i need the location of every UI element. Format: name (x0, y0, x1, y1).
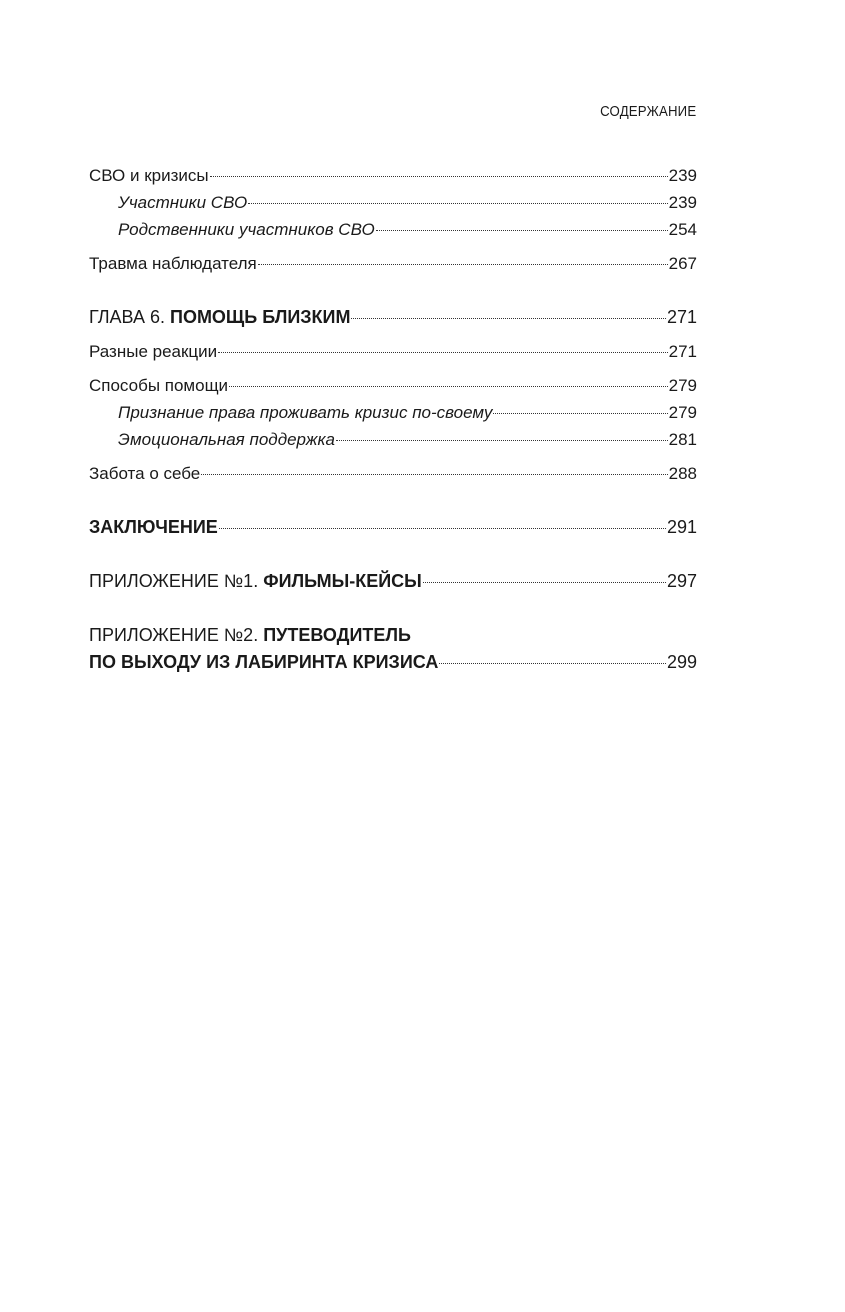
toc-appendix-1[interactable] (89, 568, 697, 595)
toc-conclusion[interactable] (89, 514, 697, 541)
toc-entry-ways-to-help[interactable] (89, 372, 697, 399)
running-header: СОДЕРЖАНИЕ (599, 103, 696, 120)
toc-page-number: 299 (666, 652, 697, 672)
dot-leader (229, 386, 668, 387)
dot-leader (218, 352, 667, 353)
appendix-title-line2: ПО ВЫХОДУ ИЗ ЛАБИРИНТА КРИЗИСА (89, 652, 439, 672)
toc-chapter-6[interactable] (89, 304, 697, 331)
toc-chapter-heading (89, 304, 350, 331)
dot-leader (210, 176, 668, 177)
toc-page-number: 291 (666, 517, 697, 537)
dot-leader (376, 230, 668, 231)
appendix-prefix: ПРИЛОЖЕНИЕ №2. (89, 625, 259, 645)
toc-page-number: 239 (668, 193, 697, 212)
toc-appendix-2-heading[interactable] (89, 622, 697, 649)
toc-page-number: 271 (666, 307, 697, 327)
toc-subentry-emotional-support[interactable] (89, 426, 697, 453)
dot-leader (493, 413, 667, 414)
toc-page-number: 281 (668, 430, 697, 449)
dot-leader (423, 582, 666, 583)
dot-leader (248, 203, 667, 204)
dot-leader (258, 264, 668, 265)
toc-page-number: 267 (668, 254, 697, 273)
toc-subentry-participants-relatives[interactable] (89, 216, 697, 243)
toc-entry-svo-crises[interactable] (89, 162, 697, 189)
toc-entry-title: Родственники участников СВО (118, 220, 375, 239)
toc-page-number: 239 (668, 166, 697, 185)
toc-page-number: 279 (668, 403, 697, 422)
toc-appendix-2[interactable] (89, 649, 697, 676)
toc-entry-title: Забота о себе (89, 464, 201, 483)
toc-entry-self-care[interactable] (89, 460, 697, 487)
dot-leader (439, 663, 666, 664)
toc-subentry-right-to-live-crisis[interactable] (89, 399, 697, 426)
chapter-title: ПОМОЩЬ БЛИЗКИМ (170, 307, 351, 327)
dot-leader (351, 318, 665, 319)
dot-leader (219, 528, 666, 529)
toc-entry-title: Участники СВО (118, 193, 248, 212)
toc-entry-title: Травма наблюдателя (89, 254, 257, 273)
toc-entry-title: СВО и кризисы (89, 166, 209, 185)
dot-leader (336, 440, 668, 441)
toc-entry-different-reactions[interactable] (89, 338, 697, 365)
toc-page-number: 254 (668, 220, 697, 239)
chapter-prefix: ГЛАВА 6. (89, 307, 165, 327)
toc-page-number: 271 (668, 342, 697, 361)
toc-entry-title: Способы помощи (89, 376, 229, 395)
appendix-prefix: ПРИЛОЖЕНИЕ №1. (89, 571, 259, 591)
dot-leader (201, 474, 667, 475)
toc-entry-observer-trauma[interactable] (89, 250, 697, 277)
appendix-title: ФИЛЬМЫ-КЕЙСЫ (263, 571, 422, 591)
chapter-title: ЗАКЛЮЧЕНИЕ (89, 517, 218, 537)
toc-page-number: 279 (668, 376, 697, 395)
toc-entry-title: Эмоциональная поддержка (118, 430, 335, 449)
appendix-title-line1: ПУТЕВОДИТЕЛЬ (263, 625, 411, 645)
toc-page-number: 297 (666, 571, 697, 591)
toc-chapter-heading (89, 568, 422, 595)
table-of-contents (89, 162, 697, 676)
toc-entry-title: Разные реакции (89, 342, 218, 361)
toc-subentry-svo-participants[interactable] (89, 189, 697, 216)
toc-page-number: 288 (668, 464, 697, 483)
toc-entry-title: Признание права проживать кризис по-своему (118, 403, 493, 422)
